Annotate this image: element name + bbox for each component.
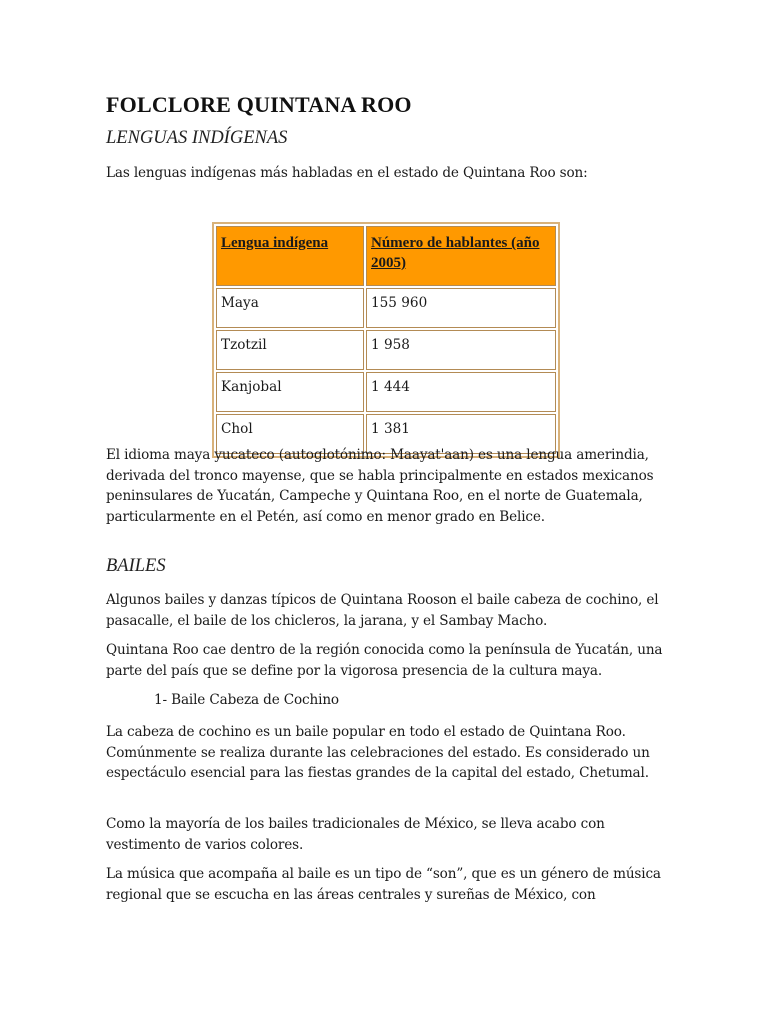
table-header-row [216,226,556,286]
table-header-cell: Lengua indígena [216,226,364,286]
table-cell: Maya [216,288,364,328]
table-cell: 1 444 [366,372,556,412]
bailes-paragraph-2: Quintana Roo cae dentro de la región conocida como la península de Yucatán, una parte del país que se define por la vigorosa presencia de la cultura maya. [106,642,663,679]
languages-table [212,222,560,458]
table-cell: Chol [216,414,364,454]
table-cell: 155 960 [366,288,556,328]
cochino-paragraph-3: La música que acompaña al baile es un tipo de “son”, que es un género de música regional que se escucha en las áreas centrales y sureñas de México, con [106,866,661,903]
table-cell: Kanjobal [216,372,364,412]
section-heading-lenguas: LENGUAS INDÍGENAS [106,128,288,148]
table-row [216,288,556,328]
cochino-paragraph-1: La cabeza de cochino es un baile popular en todo el estado de Quintana Roo. Comúnmente se realiza durante las celebraciones del estado. Es considerado un espectáculo esencial para las fiestas grandes de la capital del estado, Chetumal. [106,724,650,782]
list-item: 1- Baile Cabeza de Cochino [154,692,339,708]
table-row [216,372,556,412]
table-header-cell: Número de hablantes (año 2005) [366,226,556,286]
table-row [216,330,556,370]
table-cell: 1 958 [366,330,556,370]
table-cell: Tzotzil [216,330,364,370]
maya-paragraph: El idioma maya yucateco (autoglotónimo: Maayat'aan) es una lengua amerindia, derivada del tronco mayense, que se habla principalmente en estados mexicanos peninsulares de Yucatán, Campeche y Quintana Roo, en el norte de Guatemala, particularmente en el Petén, así como en menor grado en Belice. [106,447,654,525]
table-cell: 1 381 [366,414,556,454]
intro-paragraph: Las lenguas indígenas más habladas en el estado de Quintana Roo son: [106,165,588,181]
bailes-paragraph-1: Algunos bailes y danzas típicos de Quintana Rooson el baile cabeza de cochino, el pasacalle, el baile de los chicleros, la jarana, y el Sambay Macho. [106,592,659,629]
cochino-paragraph-2: Como la mayoría de los bailes tradicionales de México, se lleva acabo con vestimento de varios colores. [106,816,605,853]
section-heading-bailes: BAILES [106,556,166,576]
document-title: FOLCLORE QUINTANA ROO [106,92,412,117]
